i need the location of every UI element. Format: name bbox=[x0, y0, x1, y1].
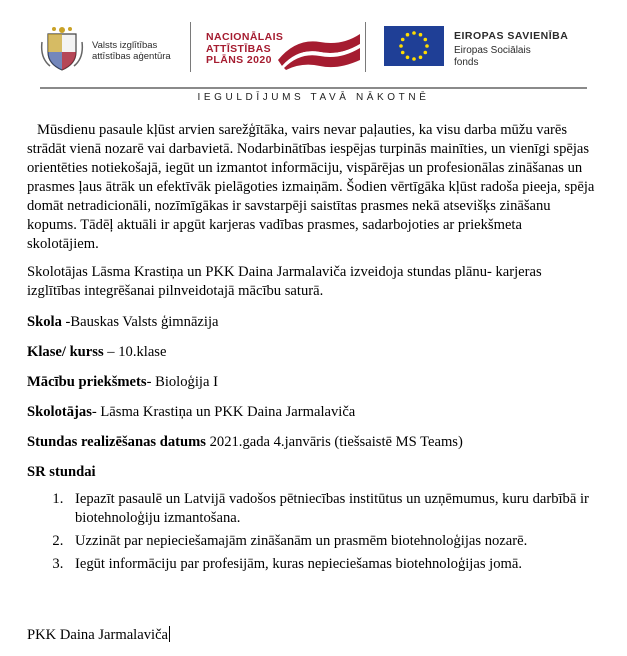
field-value: - Lāsma Krastiņa un PKK Daina Jarmalaviča bbox=[91, 404, 356, 420]
school-field bbox=[27, 313, 597, 332]
slogan: IEGULDĪJUMS TAVĀ NĀKOTNĒ bbox=[197, 92, 430, 103]
goals-list bbox=[27, 490, 597, 574]
field-value: -Bauskas Valsts ģimnāzija bbox=[61, 314, 219, 330]
field-label: Mācību priekšmets bbox=[27, 374, 147, 390]
intro-paragraph: Mūsdienu pasaule kļūst arvien sarežģītāka, vairs nevar paļauties, ka visu darba mūžu varēs strādāt vienā nozarē vai darbavietā. Nodarbinātības iespējas turpinās mainīties, un vienīgi spējas orientēties notiekošajā, iegūt un izmantot informāciju, vispārējas un profesionālas zināšanas un prasmes ļaus ātrāk un efektīvāk pielāgoties izmaiņām. Šodien vērtīgāka kļūst radoša pieeja, spēja domāt netradicionāli, nozīmīgākas ir savstarpēji saistītas prasmes nekā atsevišķs zināšanu kopums. Tādēļ aktuāli ir apgūt karjeras vadības prasmes, sadarbojoties ar priekšmeta skolotājiem. bbox=[27, 122, 595, 252]
field-label: Skola bbox=[27, 314, 62, 330]
header-rule bbox=[40, 87, 587, 89]
nap2020-logo bbox=[200, 18, 360, 78]
logo-divider bbox=[190, 22, 191, 72]
date-field bbox=[27, 433, 597, 452]
field-label: Klase/ kurss bbox=[27, 344, 104, 360]
teachers-field bbox=[27, 403, 597, 422]
nap2020-text: NACIONĀLAIS ATTĪSTĪBAS PLĀNS 2020 bbox=[206, 31, 284, 66]
field-label: Skolotājas bbox=[27, 404, 92, 420]
text-cursor bbox=[169, 626, 170, 642]
field-value: - Bioloģija I bbox=[146, 374, 218, 390]
eu-esf-text: EIROPAS SAVIENĪBA Eiropas Sociālais fonds bbox=[454, 30, 569, 68]
logo-divider bbox=[365, 22, 366, 72]
field-value: – 10.klase bbox=[103, 344, 167, 360]
eu-esf-logo bbox=[384, 18, 604, 78]
signature-line[interactable] bbox=[27, 626, 170, 644]
sr-heading bbox=[27, 463, 597, 482]
plan-description-paragraph: Skolotājas Lāsma Krastiņa un PKK Daina Jarmalaviča izveidoja stundas plānu- karjeras izglītības integrēšanai pilnveidotajā mācību saturā. bbox=[27, 264, 542, 299]
eu-flag-icon bbox=[384, 26, 444, 66]
agency-name: Valsts izglītības attīstības aģentūra bbox=[92, 40, 171, 62]
latvian-flag-ribbon-icon bbox=[276, 30, 362, 70]
list-item: 2. Uzzināt par nepieciešamajām zināšanām un prasmēm biotehnoloģijas nozarē. bbox=[67, 532, 597, 551]
signature-text: PKK Daina Jarmalaviča bbox=[27, 627, 169, 643]
list-item: 3. Iegūt informāciju par profesijām, kuras nepieciešamas biotehnoloģijas jomā. bbox=[67, 555, 597, 574]
latvia-coat-of-arms-icon bbox=[40, 24, 84, 72]
field-label: Stundas realizēšanas datums bbox=[27, 434, 206, 450]
field-label: SR stundai bbox=[27, 464, 96, 480]
class-field bbox=[27, 343, 597, 362]
agency-logo bbox=[40, 18, 190, 78]
document-body bbox=[27, 121, 597, 578]
document-header bbox=[0, 0, 627, 110]
list-item: 1. Iepazīt pasaulē un Latvijā vadošos pētniecības institūtus un uzņēmumus, kuru darbībā ir biotehnoloģiju izmantošana. bbox=[67, 490, 597, 528]
subject-field bbox=[27, 373, 597, 392]
field-value: 2021.gada 4.janvāris (tiešsaistē MS Teams) bbox=[205, 434, 463, 450]
